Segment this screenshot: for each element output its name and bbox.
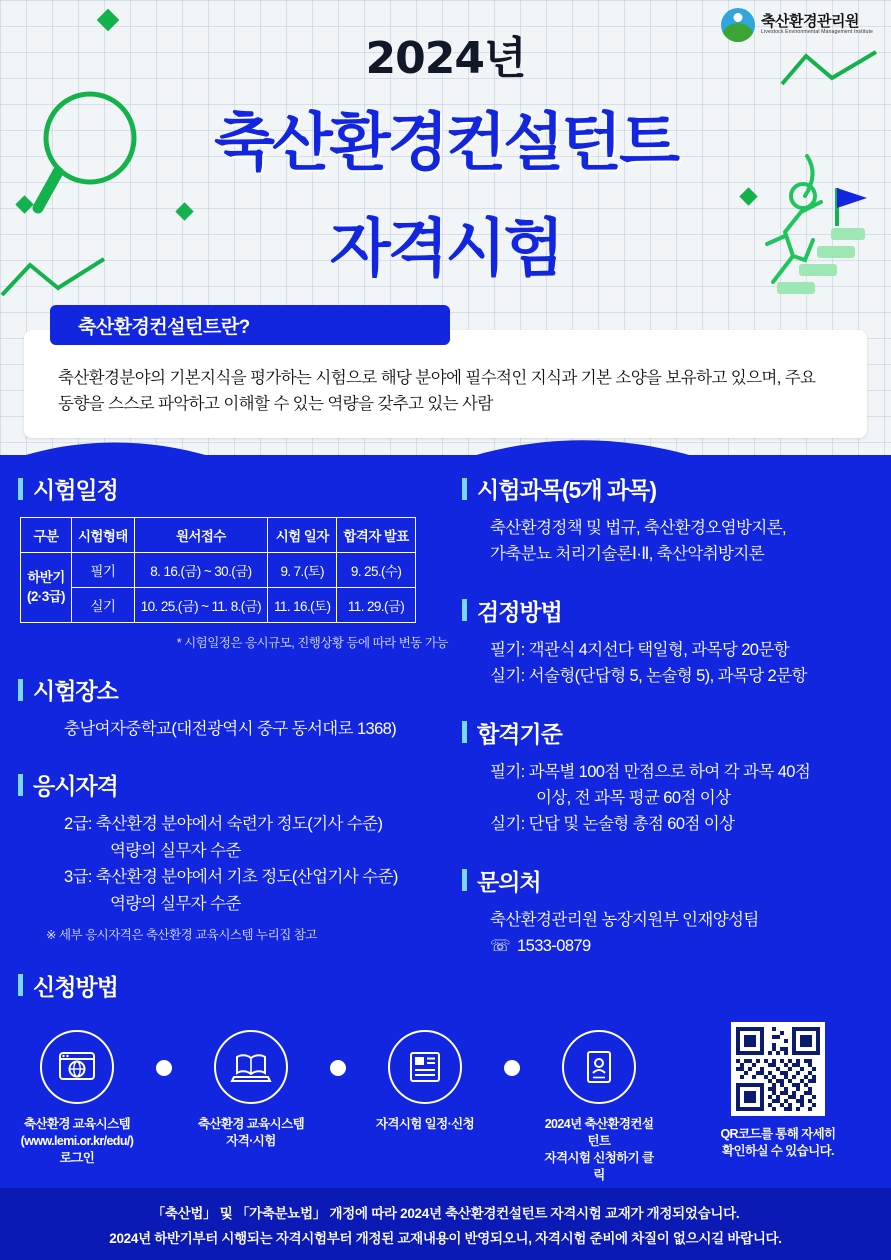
qr-block[interactable] bbox=[703, 1022, 853, 1160]
footer-line-1: 「축산법」 및 「가축분뇨법」 개정에 따라 2024년 축산환경컨설턴트 자격시험 교재가 개정되었습니다. bbox=[151, 1205, 740, 1221]
method-heading-text: 검정방법 bbox=[477, 598, 562, 625]
logo-mark-icon bbox=[721, 8, 755, 42]
th-result: 합격자 발표 bbox=[337, 518, 415, 553]
section-heading-method bbox=[462, 594, 882, 627]
right-column bbox=[462, 472, 882, 960]
subjects-heading-text: 시험과목(5개 과목) bbox=[477, 477, 657, 503]
phone-icon: ☏ bbox=[490, 937, 511, 956]
schedule-table bbox=[20, 517, 416, 623]
heading-bar bbox=[18, 974, 23, 996]
cell-result: 9. 25.(수) bbox=[337, 553, 415, 588]
cell-exam-date: 9. 7.(토) bbox=[268, 553, 337, 588]
poster-sub-title: 자격시험 bbox=[329, 214, 562, 284]
qr-caption: QR코드를 통해 자세히 확인하실 수 있습니다. bbox=[720, 1127, 836, 1158]
institute-logo bbox=[721, 8, 873, 42]
section-heading-subjects bbox=[462, 472, 882, 505]
section-heading-place bbox=[18, 673, 448, 706]
poster-year: 2024년 bbox=[365, 33, 526, 84]
heading-bar bbox=[18, 478, 23, 500]
schedule-heading-text: 시험일정 bbox=[33, 477, 118, 503]
method-line-1: 필기: 객관식 4지선다 택일형, 과목당 20문항 bbox=[490, 640, 790, 659]
place-text: 충남여자중학교(대전광역시 중구 동서대로 1368) bbox=[64, 720, 397, 738]
eligibility-heading-text: 응시자격 bbox=[33, 773, 118, 800]
heading-bar bbox=[462, 599, 467, 621]
eligibility-line-4: 역량의 실무자 수준 bbox=[110, 894, 241, 913]
passing-line-3: 실기: 단답 및 논술형 총점 60점 이상 bbox=[490, 815, 735, 834]
table-row bbox=[21, 588, 416, 623]
footer-notice bbox=[0, 1188, 891, 1260]
subjects-line-2: 가축분뇨 처리기술론Ⅰ·Ⅱ, 축산악취방지론 bbox=[490, 545, 765, 564]
heading-bar bbox=[462, 721, 467, 743]
apply-step-1-caption: 축산환경 교육시스템 (www.lemi.or.kr/edu/) 로그인 bbox=[20, 1117, 134, 1165]
apply-step-2[interactable] bbox=[192, 1030, 310, 1150]
logo-name-ko: 축산환경관리원 bbox=[761, 13, 859, 31]
th-type: 시험형태 bbox=[71, 518, 134, 553]
contact-org: 축산환경관리원 농장지원부 인재양성팀 bbox=[490, 910, 759, 929]
heading-bar bbox=[18, 774, 23, 796]
table-row bbox=[21, 553, 416, 588]
passing-line-1: 필기: 과목별 100점 만점으로 하여 각 과목 40점 bbox=[490, 762, 811, 781]
cell-exam-date: 11. 16.(토) bbox=[268, 588, 337, 623]
definition-text: 축산환경분야의 기본지식을 평가하는 시험으로 해당 분야에 필수적인 지식과 기본 소양을 보유하고 있으며, 주요 동향을 스스로 파악하고 이해할 수 있는 역량을 갖추고 있는 사람 bbox=[58, 369, 816, 413]
apply-step-4-caption: 2024년 축산환경컨설턴트 자격시험 신청하기 클릭 bbox=[544, 1117, 654, 1182]
cell-application: 10. 25.(금) ~ 11. 8.(금) bbox=[134, 588, 267, 623]
apply-step-3-caption: 자격시험 일정·신청 bbox=[375, 1117, 475, 1131]
id-card-icon bbox=[562, 1030, 636, 1104]
eligibility-note: ※ 세부 응시자격은 축산환경 교육시스템 누리집 참고 bbox=[46, 927, 317, 942]
footer-line-2: 2024년 하반기부터 시행되는 자격시험부터 개정된 교재내용이 반영되오니, 자격시험 준비에 차질이 없으시길 바랍니다. bbox=[109, 1230, 782, 1246]
step-separator-dot bbox=[330, 1060, 346, 1076]
th-application: 원서접수 bbox=[134, 518, 267, 553]
poster-main-title: 축산환경컨설턴트 bbox=[214, 108, 677, 178]
subjects-line-1: 축산환경정책 및 법규, 축산환경오염방지론, bbox=[490, 519, 787, 537]
definition-card bbox=[24, 330, 867, 438]
section-heading-eligibility bbox=[18, 768, 448, 801]
method-line-2: 실기: 서술형(단답형 5, 논술형 5), 과목당 2문항 bbox=[490, 667, 807, 686]
definition-label: 축산환경컨설턴트란? bbox=[50, 305, 450, 345]
section-heading-apply bbox=[18, 969, 448, 1002]
cell-result: 11. 29.(금) bbox=[337, 588, 415, 623]
section-heading-passing bbox=[462, 716, 882, 749]
contact-heading-text: 문의처 bbox=[477, 868, 541, 895]
apply-heading-text: 신청방법 bbox=[33, 973, 118, 1000]
section-heading-contact bbox=[462, 864, 882, 897]
eligibility-line-3: 3급: 축산환경 분야에서 기초 정도(산업기사 수준) bbox=[64, 868, 398, 887]
left-column bbox=[18, 472, 448, 1002]
heading-bar bbox=[18, 679, 23, 701]
th-division: 구분 bbox=[21, 518, 72, 553]
book-laptop-icon bbox=[214, 1030, 288, 1104]
qr-code-image[interactable] bbox=[731, 1022, 825, 1116]
th-exam-date: 시험 일자 bbox=[268, 518, 337, 553]
eligibility-line-2: 역량의 실무자 수준 bbox=[110, 841, 241, 860]
step-separator-dot bbox=[504, 1060, 520, 1076]
contact-phone: 1533-0879 bbox=[517, 937, 591, 956]
schedule-note: * 시험일정은 응시규모, 진행상황 등에 따라 변동 가능 bbox=[176, 636, 448, 650]
apply-step-3[interactable] bbox=[366, 1030, 484, 1133]
cell-type: 필기 bbox=[71, 553, 134, 588]
section-heading-schedule bbox=[18, 472, 448, 505]
apply-step-4[interactable] bbox=[540, 1030, 658, 1184]
apply-step-2-caption: 축산환경 교육시스템 자격·시험 bbox=[197, 1117, 305, 1148]
passing-line-2: 이상, 전 과목 평균 60점 이상 bbox=[536, 788, 731, 807]
place-heading-text: 시험장소 bbox=[33, 678, 118, 704]
logo-name-en: Livestock Environmental Management Institute bbox=[761, 29, 873, 36]
heading-bar bbox=[462, 869, 467, 891]
cell-group-label: 하반기 (2·3급) bbox=[21, 553, 72, 623]
browser-globe-icon bbox=[40, 1030, 114, 1104]
eligibility-line-1: 2급: 축산환경 분야에서 숙련가 정도(기사 수준) bbox=[64, 815, 383, 834]
cell-type: 실기 bbox=[71, 588, 134, 623]
heading-bar bbox=[462, 478, 467, 500]
passing-heading-text: 합격기준 bbox=[477, 720, 562, 747]
table-header-row bbox=[21, 518, 416, 553]
apply-step-1[interactable] bbox=[18, 1030, 136, 1167]
document-list-icon bbox=[388, 1030, 462, 1104]
step-separator-dot bbox=[156, 1060, 172, 1076]
apply-steps-row bbox=[18, 1030, 658, 1184]
cell-application: 8. 16.(금) ~ 30.(금) bbox=[134, 553, 267, 588]
